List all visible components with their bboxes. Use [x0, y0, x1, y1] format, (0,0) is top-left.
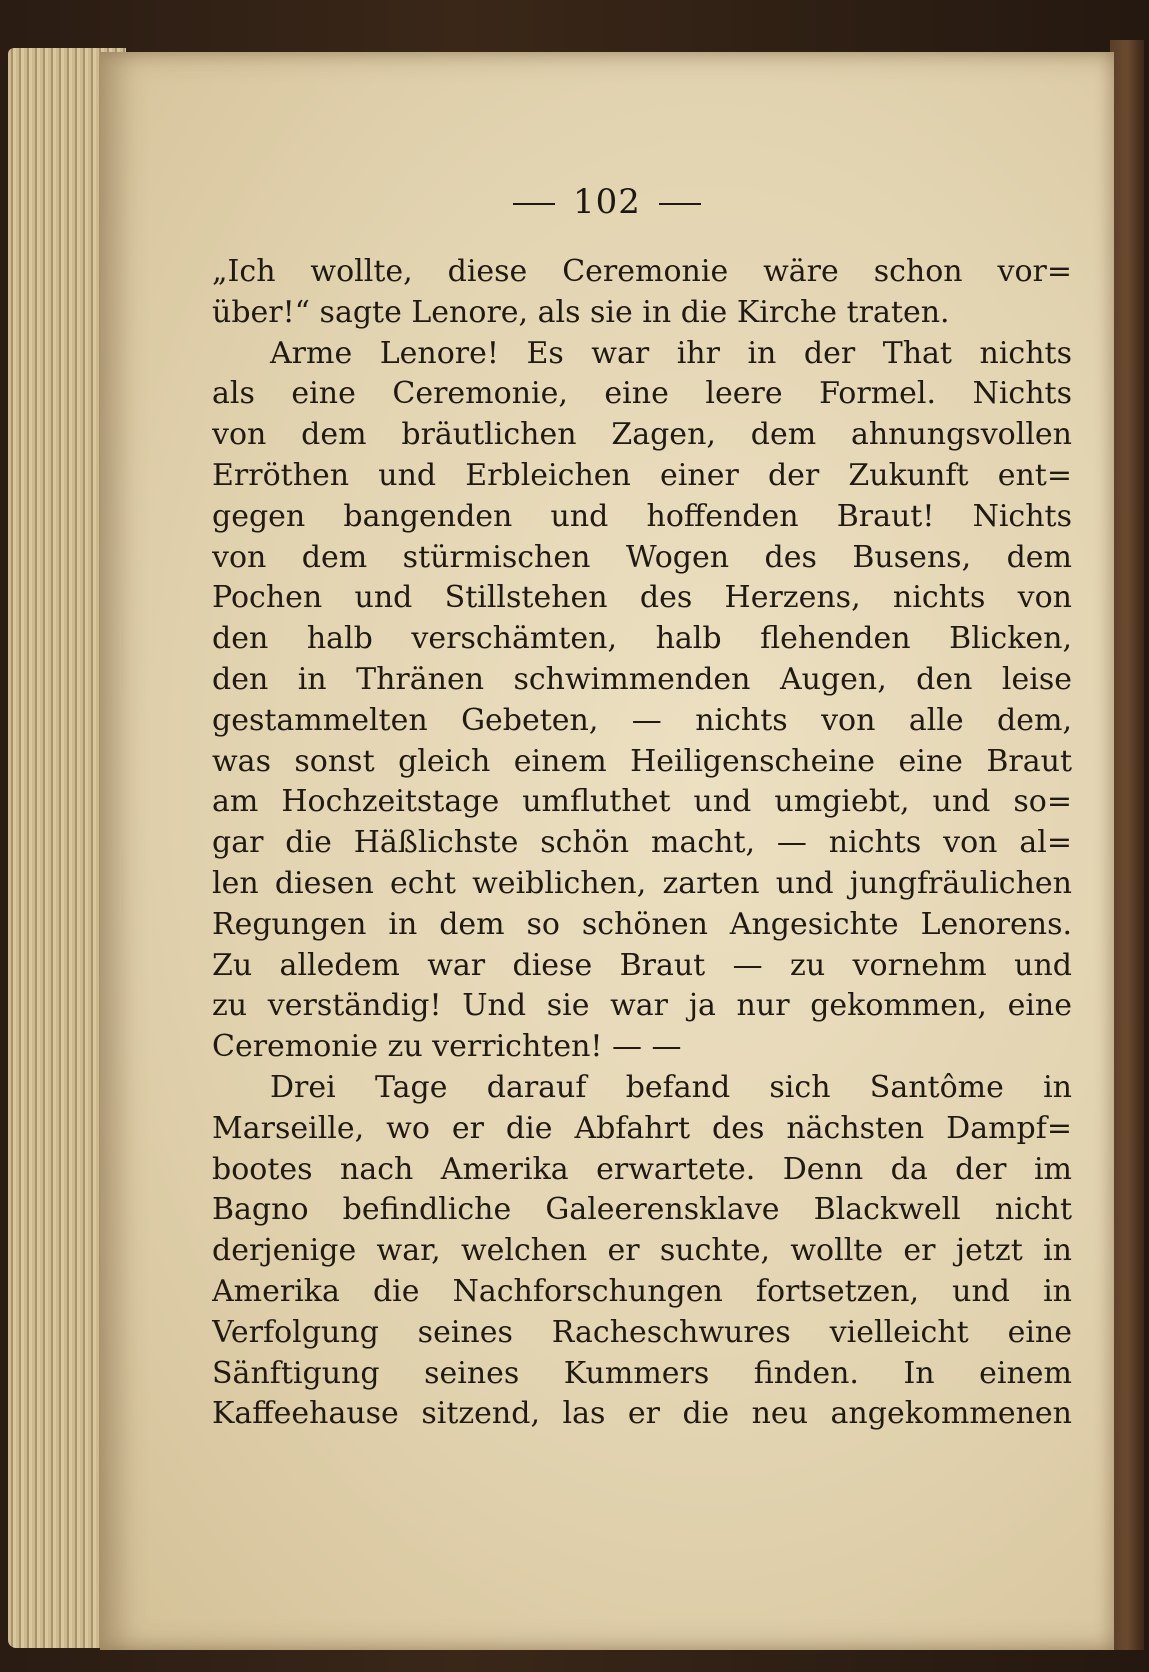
- page-body-text: [212, 252, 1072, 1435]
- text-line: Kaffeehause sitzend, las er die neu angekommenen: [212, 1396, 1072, 1432]
- text-line: von dem stürmischen Wogen des Busens, dem: [212, 539, 1072, 575]
- text-line: über!“ sagte Lenore, als sie in die Kirche traten.: [212, 294, 950, 330]
- text-line: gegen bangenden und hoffenden Braut! Nichts: [212, 498, 1072, 534]
- text-line: zu verständig! Und sie war ja nur gekommen, eine: [212, 988, 1072, 1024]
- text-line: Pochen und Stillstehen des Herzens, nichts von: [212, 580, 1072, 616]
- header-dash-left: [513, 203, 555, 205]
- text-line: bootes nach Amerika erwartete. Denn da der im: [212, 1151, 1072, 1187]
- header-dash-right: [659, 203, 701, 205]
- book-spine-edge: [1110, 40, 1144, 1650]
- page-header: [100, 182, 1114, 222]
- text-line: derjenige war, welchen er suchte, wollte er jetzt in: [212, 1233, 1072, 1269]
- text-line: was sonst gleich einem Heiligenscheine eine Braut: [212, 743, 1072, 779]
- text-line: len diesen echt weiblichen, zarten und jungfräulichen: [212, 865, 1072, 901]
- text-line: Verfolgung seines Racheschwures vielleicht eine: [212, 1314, 1072, 1350]
- book-page: [100, 52, 1114, 1650]
- text-line: Marseille, wo er die Abfahrt des nächsten Dampf=: [212, 1110, 1072, 1146]
- text-line: gar die Häßlichste schön macht, — nichts von al=: [212, 825, 1072, 861]
- text-line: Bagno befindliche Galeerensklave Blackwell nicht: [212, 1192, 1072, 1228]
- text-line: den halb verschämten, halb flehenden Blicken,: [212, 621, 1072, 657]
- text-line: Sänftigung seines Kummers finden. In einem: [212, 1355, 1072, 1391]
- text-line: den in Thränen schwimmenden Augen, den leise: [212, 661, 1072, 697]
- text-line: gestammelten Gebeten, — nichts von alle dem,: [212, 702, 1072, 738]
- text-line: Ceremonie zu verrichten! — —: [212, 1029, 682, 1065]
- text-line: Arme Lenore! Es war ihr in der That nichts: [270, 335, 1072, 371]
- text-line: „Ich wollte, diese Ceremonie wäre schon vor=: [212, 254, 1072, 289]
- text-line: am Hochzeitstage umfluthet und umgiebt, und so=: [212, 784, 1072, 820]
- text-line: Erröthen und Erbleichen einer der Zukunft ent=: [212, 457, 1072, 493]
- text-line: als eine Ceremonie, eine leere Formel. Nichts: [212, 376, 1072, 412]
- text-line: Zu alledem war diese Braut — zu vornehm und: [212, 947, 1072, 983]
- text-line: Regungen in dem so schönen Angesichte Lenorens.: [212, 906, 1072, 942]
- text-line: Drei Tage darauf befand sich Santôme in: [270, 1069, 1072, 1105]
- text-line: Amerika die Nachforschungen fortsetzen, und in: [212, 1273, 1072, 1309]
- text-line: von dem bräutlichen Zagen, dem ahnungsvollen: [212, 417, 1072, 453]
- page-number: 102: [573, 182, 641, 222]
